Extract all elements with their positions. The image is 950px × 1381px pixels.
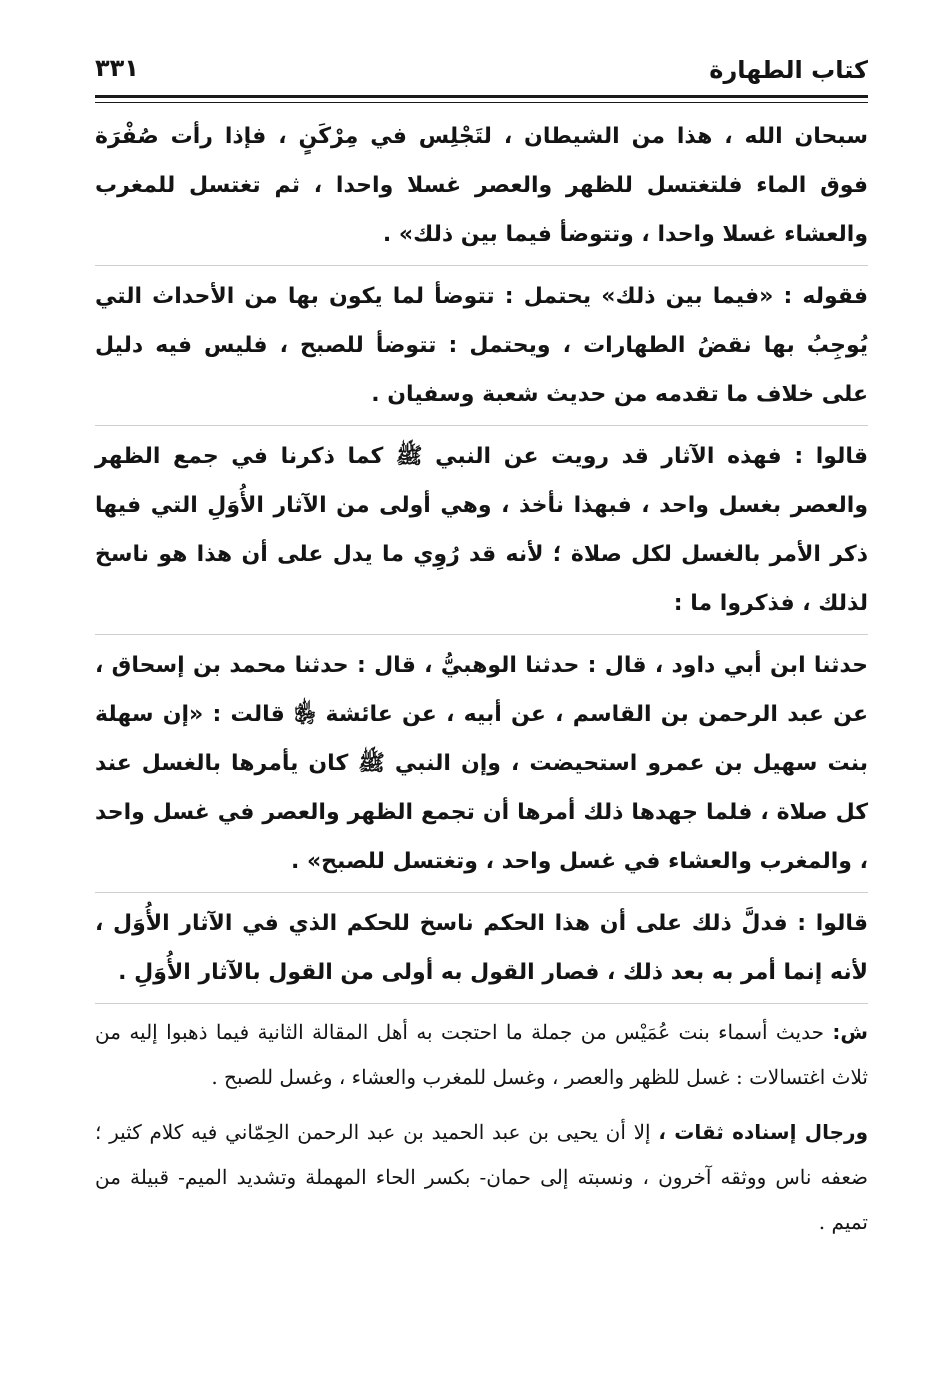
paragraph-divider	[95, 425, 868, 426]
paragraph-divider	[95, 892, 868, 893]
paragraph-divider	[95, 634, 868, 635]
header-rule-thick	[95, 95, 868, 98]
main-paragraph-2: فقوله : «فيما بين ذلك» يحتمل : تتوضأ لما يكون بها من الأحداث التي يُوجِبُ بها نقضُ الطهارات ، ويحتمل : تتوضأ للصبح ، فليس فيه دليل على خلاف ما تقدمه من حديث شعبة وسفيان .	[95, 284, 868, 407]
main-paragraph-1: سبحان الله ، هذا من الشيطان ، لتَجْلِس في مِرْكَنٍ ، فإذا رأت صُفْرَة فوق الماء فلتغتسل للظهر والعصر غسلا واحدا ، ثم تغتسل للمغرب والعشاء غسلا واحدا ، وتتوضأ فيما بين ذلك» .	[95, 124, 868, 247]
page-header	[95, 48, 868, 92]
commentary-paragraph-2	[95, 1110, 868, 1245]
commentary-text: إلا أن يحيى بن عبد الحميد بن عبد الرحمن الحِمّاني فيه كلام كثير ؛ ضعفه ناس ووثقه آخرون ، ونسبته إلى حمان- بكسر الحاء المهملة وتشديد الميم- قبيلة من تميم .	[95, 1120, 868, 1234]
main-paragraph-5: قالوا : فدلَّ ذلك على أن هذا الحكم ناسخ للحكم الذي في الآثار الأُوَل ، لأنه إنما أمر به بعد ذلك ، فصار القول به أولى من القول بالآثار الأُوَلِ .	[95, 911, 868, 985]
commentary-paragraph-1	[95, 1010, 868, 1100]
commentary-lead: ش:	[832, 1020, 868, 1044]
main-paragraph-4: حدثنا ابن أبي داود ، قال : حدثنا الوهبيُّ ، قال : حدثنا محمد بن إسحاق ، عن عبد الرحمن بن القاسم ، عن أبيه ، عن عائشة ﵂ قالت : «إن سهلة بنت سهيل بن عمرو استحيضت ، وإن النبي ﷺ كان يأمرها بالغسل عند كل صلاة ، فلما جهدها ذلك أمرها أن تجمع الظهر والعصر في غسل واحد ، والمغرب والعشاء في غسل واحد ، وتغتسل للصبح» .	[95, 653, 868, 874]
main-paragraph-3: قالوا : فهذه الآثار قد رويت عن النبي ﷺ كما ذكرنا في جمع الظهر والعصر بغسل واحد ، فبهذا نأخذ ، وهي أولى من الآثار الأُوَلِ التي فيها ذكر الأمر بالغسل لكل صلاة ؛ لأنه قد رُوِي ما يدل على أن هذا هو ناسخ لذلك ، فذكروا ما :	[95, 444, 868, 616]
running-title: كتاب الطهارة	[709, 56, 868, 84]
commentary-lead: ورجال إسناده ثقات ،	[658, 1120, 868, 1144]
paragraph-divider	[95, 1003, 868, 1004]
page-number: ٣٣١	[95, 54, 139, 82]
commentary-text: حديث أسماء بنت عُمَيْس من جملة ما احتجت به أهل المقالة الثانية فيما ذهبوا إليه من ثلاث اغتسالات : غسل للظهر والعصر ، وغسل للمغرب والعشاء ، وغسل للصبح .	[95, 1020, 868, 1089]
paragraph-divider	[95, 265, 868, 266]
page-body	[95, 112, 868, 1245]
header-rule-thin	[95, 102, 868, 103]
